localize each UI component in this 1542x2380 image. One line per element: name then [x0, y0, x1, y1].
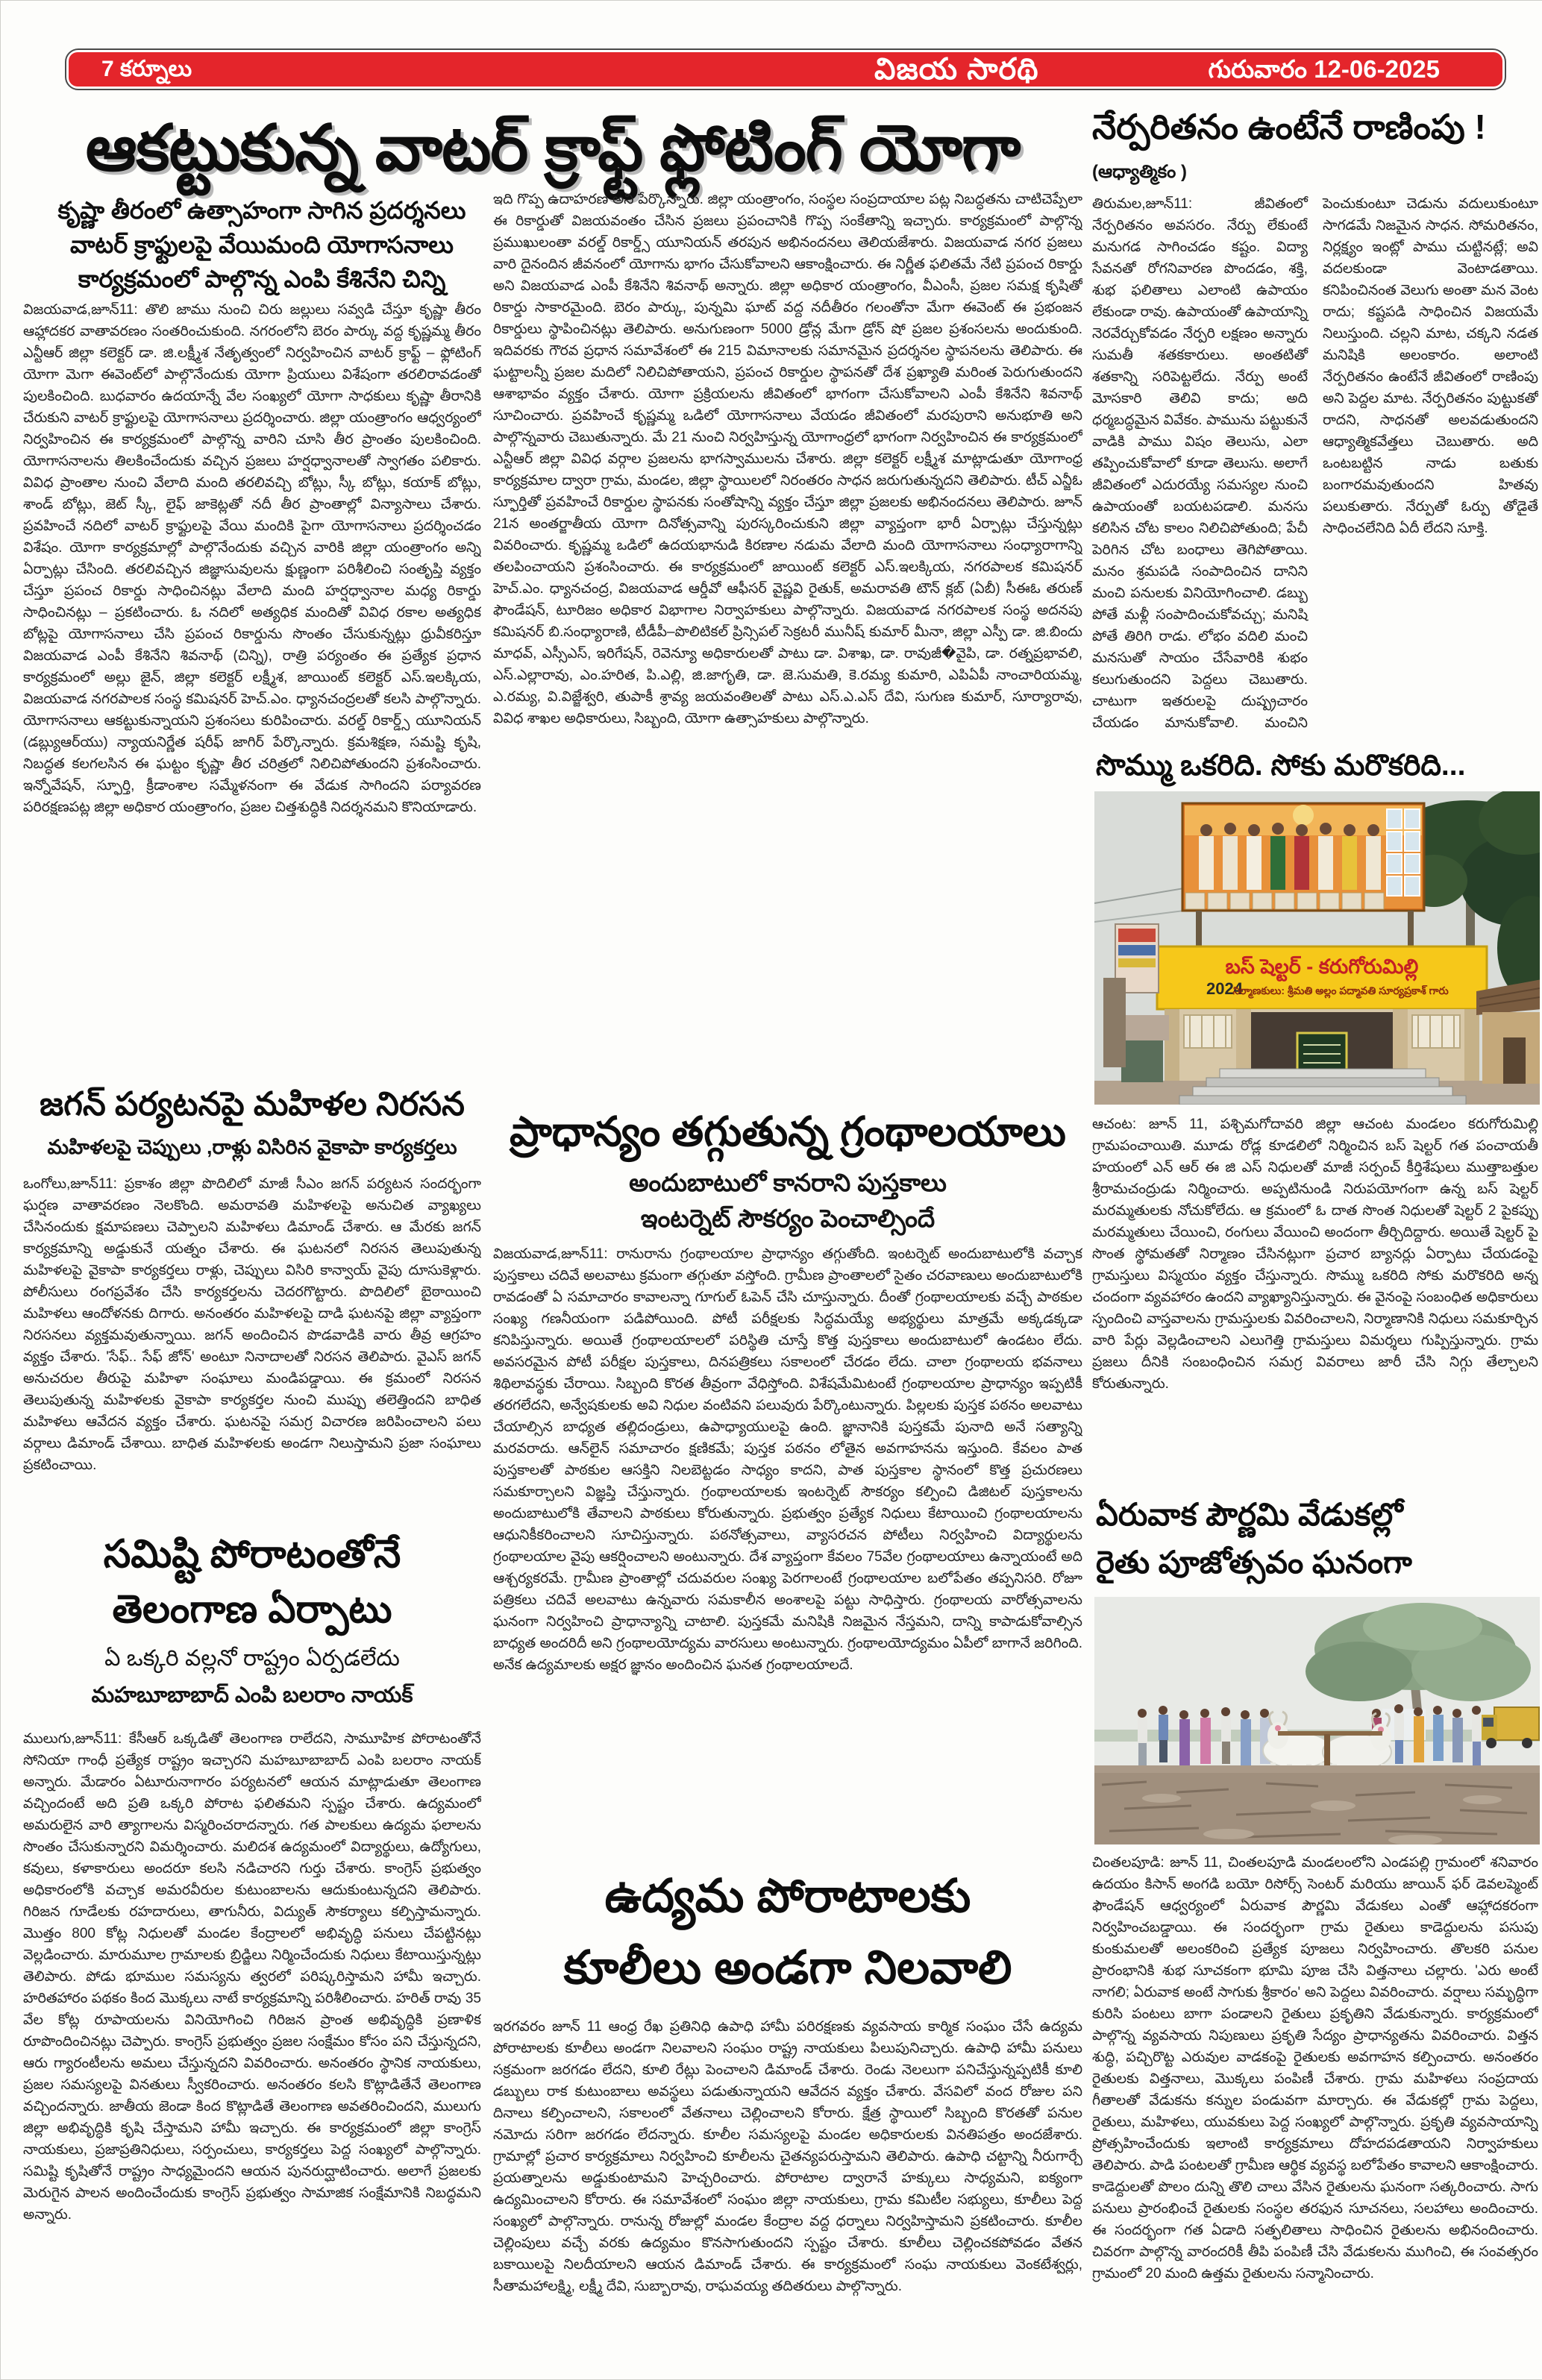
masthead-bar-fill — [69, 52, 1502, 87]
ploughed-field — [1094, 1765, 1540, 1844]
main-article-col1: విజయవాడ,జూన్11: తొలి జాము నుంచి చిరు జల్లులు సవ్వడి చేస్తూ కృష్ణా తీరం ఆహ్లాదకర వాతావరణం సంతరించుకుంది. నగరంలోని బెరం పార్కు వద్ద కృష్ణమ్మ తీరం ఎన్టీఆర్ జిల్లా కలెక్టర్ డా. జి.లక్ష్మీశ నేతృత్వంలో నిర్వహించిన వాటర్ క్రాఫ్ట్ – ఫ్లోటింగ్ యోగా మెగా ఈవెంట్‌లో పాల్గొనేందుకు యోగా ప్రియులు విశేషంగా తరలిరావడంతో పులకించింది. బుధవారం ఉదయాన్నే వేల సంఖ్యలో యోగా సాధకులు కృష్ణా తీరానికి చేరుకుని వాటర్ క్రాఫ్టులపై యోగాసనాలు ప్రదర్శించారు. జిల్లా యంత్రాంగం ఆధ్వర్యంలో నిర్వహించిన ఈ కార్యక్రమంలో పాల్గొన్న వారిని చూసి తీర ప్రాంతం పులకించింది. యోగాసనాలను తిలకించేందుకు వచ్చిన ప్రజలు హర్షధ్వానాలతో స్వాగతం పలికారు. వివిధ ప్రాంతాల నుంచి వేలాది మంది తరలివచ్చి బోట్లు, స్కీ బోట్లు, కయాక్ బోట్లు, శాండ్ బోట్లు, జెట్ స్కీ, లైఫ్ జాకెట్లతో నదీ తీర ప్రాంతాల్లో విన్యాసాలు చేశారు. ప్రవహించే నదిలో వాటర్ క్రాఫ్టులపై వేయి మందికి పైగా యోగాసనాలు ప్రదర్శించడం విశేషం. యోగా కార్యక్రమాల్లో పాల్గొనేందుకు వచ్చిన వారికి జిల్లా యంత్రాంగం అన్ని ఏర్పాట్లు చేసింది. తరలివచ్చిన జిజ్ఞాసువులను క్షుణ్ణంగా పరిశీలించి సంతృప్తి వ్యక్తం చేస్తూ ప్రపంచ రికార్డు సాధించినట్లు వేలాది మంది హర్షధ్వానాల మధ్య రికార్డు సాధించినట్లు – ప్రకటించారు. ఓ నదిలో అత్యధిక మందితో వివిధ రకాల అత్యధిక బోట్లపై యోగాసనాలు చేసి ప్రపంచ రికార్డును సొంతం చేసుకున్నట్లు ధ్రువీకరిస్తూ విజయవాడ ఎంపీ కేశినేని శివనాథ్ (చిన్ని), రాత్రి పర్యంతం ఈ ప్రత్యేక ప్రధాన కార్యక్రమంలో అల్లు జైన్, జిల్లా కలెక్టర్ లక్ష్మీశ, జాయింట్ కలెక్టర్ ఎస్.ఇలక్కియ, విజయవాడ నగరపాలక సంస్థ కమిషనర్ హెచ్.ఎం. ధ్యానచంద్రలతో కలసి పాల్గొన్నారు. యోగాసనాలు ఆకట్టుకున్నాయని ప్రశంసలు కురిపించారు. వరల్డ్ రికార్డ్స్ యూనియన్ (డబ్ల్యుఆర్‌యు) న్యాయనిర్ణేత షరీఫ్ జాగిర్ పేర్కొన్నారు. క్రమశిక్షణ, సమష్టి కృషి, నిబద్ధత కలగలసిన ఈ ఘట్టం కృష్ణా తీర చరిత్రలో నిలిచిపోతుందని ప్రశంసించారు. ఇన్నోవేషన్, స్ఫూర్తి, క్రీడాంశాల సమ్మేళనంగా ఈ వేడుక సాగిందని పర్యావరణ పరిరక్షణపట్ల జిల్లా అధికార యంత్రాంగం, ప్రజల చిత్తశుద్ధికి నిదర్శనమని కొనియాడారు. — [23, 302, 481, 815]
eruvaka-headline-line: ఏరువాక పౌర్ణమి వేడుకల్లో — [1096, 1497, 1403, 1532]
jagan-headline: జగన్ పర్యటనపై మహిళల నిరసన — [40, 1086, 465, 1123]
eruvaka-headline — [1096, 1491, 1538, 1586]
library-headline: ప్రాధాన్యం తగ్గుతున్న గ్రంథాలయాలు — [510, 1108, 1066, 1155]
udyama-headline-line: కూలీలు అండగా నిలవాలి — [563, 1942, 1012, 1994]
main-article-col2: ఇది గొప్ప ఉదాహరణ అని పేర్కొన్నారు. జిల్లా యంత్రాంగం, సంస్థల సంప్రదాయాల పట్ల నిబద్ధతను చాటిచెప్పేలా ఈ రికార్డుతో విజయవంతం చేసిన ప్రజలు ప్రపంచానికి గొప్ప సంకేతాన్ని ఇచ్చారు. కార్యక్రమంలో పాల్గొన్న ప్రముఖులంతా వరల్డ్ రికార్డ్స్ యూనియన్ తరపున అభినందనలు తెలియజేశారు. విజయవాడ నగర ప్రజలు వారి దైనందిన జీవనంలో యోగాను భాగం చేసుకోవాలని ఆకాంక్షించారు. ఈ నిర్ణీత ఫలితమే నేటి ప్రపంచ రికార్డు అని విజయవాడ ఎంపీ కేశినేని శివనాథ్ అన్నారు. జిల్లా అధికార యంత్రాంగం, వీఎంసీ, ప్రజల సమక్ష కృషితో రికార్డు సాకారమైంది. బెరం పార్కు, పున్నమి ఘాట్ వద్ద నదీతీరం గలంతోనా మేగా ఈవెంట్ ఈ ప్రభంజన రికార్డులు స్థాపించినట్లు తెలిపారు. అనుగుణంగా 5000 డ్రోన్ల మేగా డ్రోన్ షో ప్రజల ప్రశంసలను అందుకుంది. ఇదివరకు గౌరవ ప్రధాన సమావేశంలో ఈ 215 విమానాలకు సమానమైన ప్రదర్శనల స్థాపనలను తెలిపారు. ఈ ఘట్టాలన్నీ ప్రజల మదిలో నిలిచిపోతాయని, ప్రపంచ రికార్డుల స్థాపనతో దేశ ప్రఖ్యాతి మరింత పెరుగుతుందని ఆశాభావం వ్యక్తం చేశారు. యోగా ప్రక్రియలను జీవితంలో భాగంగా చేసుకోవాలని ఎంపీ కేశినేని శివనాథ్ సూచించారు. ప్రవహించే కృష్ణమ్మ ఒడిలో యోగాసనాలు వేయడం జీవితంలో మరపురాని అనుభూతి అని పాల్గొన్నవారు చెబుతున్నారు. మే 21 నుంచి నిర్వహిస్తున్న యోగాంధ్రలో భాగంగా నిర్వహించిన ఈ కార్యక్రమంలో ఎన్టీఆర్ జిల్లా వివిధ వర్గాల ప్రజలను భాగస్వాములను చేశారు. జిల్లా కలెక్టర్ లక్ష్మీశ మాట్లాడుతూ యోగాంధ్ర కార్యక్రమాల ద్వారా గ్రామ, మండల, జిల్లా స్థాయిలలో నిరంతరం సాధన జరుగుతున్నదని తెలిపారు. టీచ్ ఎన్జీఓ స్ఫూర్తితో ప్రవహించే రికార్డుల స్థాపనకు సంతోషాన్ని వ్యక్తం చేస్తూ జిల్లా ప్రజలకు అభినందనలు తెలిపారు. జూన్ 21న అంతర్జాతీయ యోగా దినోత్సవాన్ని పురస్కరించుకుని జిల్లా వ్యాప్తంగా భారీ ఏర్పాట్లు చేస్తున్నట్లు వివరించారు. కృష్ణమ్మ ఒడిలో ఉదయభానుడి కిరణాల నడుమ వేలాది మంది యోగాసనాలు సంధ్యారాగాన్ని తలపించాయని ప్రశంసించారు. ఈ కార్యక్రమంలో జాయింట్ కలెక్టర్ ఎస్.ఇలక్కియ, నగరపాలక కమిషనర్ హెచ్.ఎం. ధ్యానచంద్ర, విజయవాడ ఆర్డీవో ఆఫీసర్ వైష్ణవి రైతుక్, అమరావతి టౌన్ క్లబ్ (ఏబీ) సీఈఓ తరుణ్ ఫౌండేషన్, టూరిజం అధికార విభాగాల నిర్వాహకులు పాల్గొన్నారు. విజయవాడ నగరపాలక సంస్థ అదనపు కమిషనర్ బి.సంధ్యారాణి, టీడీపీ–పొలిటికల్ ప్రిన్సిపల్ సెక్రటరీ మునీష్ కుమార్ మీనా, జిల్లా ఎస్పీ డా. జి.బిందు మాధవ్, ఎస్సీఎస్, ఇరిగేషన్, రెవెన్యూ అధికారులతో పాటు డా. విశాఖ, డా. రావుజీ�వైపి, డా. రత్నప్రభావలి, ఎస్.ఎల్లారావు, ఎం.హరిత, పి.ఎల్లి, జి.జాగృతి, డా. జె.సుమతి, కె.రమ్య కుమారి, ఎపిఏపీ నాంచారియమ్మ, ఎ.రమ్య, వి.విజ్జేశ్వరి, తుపాకీ శ్రావ్య జయవంతిలతో పాటు ఎస్.ఎ.ఎస్ దేవి, సుగుణ కుమార్, సూర్యారావు, వివిధ శాఖల అధికారులు, సిబ్బంది, యోగా ఉత్సాహకులు పాల్గొన్నారు. — [493, 192, 1082, 726]
sommu-body: ఆచంట: జూన్ 11, పశ్చిమగోదావరి జిల్లా ఆచంట మండలం కరుగోరుమిల్లి గ్రామపంచాయితి. మూడు రోడ్ల కూడలిలో నిర్మించిన బస్ షెల్టర్ గత పంచాయతీ హయంలో ఎన్ ఆర్ ఈ జి ఎస్ నిధులతో మాజీ సర్పంచ్ కీర్తిశేషులు ముత్తాబత్తుల శ్రీరామచంద్రుడు నిర్మించారు. అప్పటినుండి నిరుపయోగంగా ఉన్న బస్ షెల్టర్ మరమ్మతులకు నోచుకోలేదు. ఆ క్రమంలో ఓ దాత సొంత నిధులతో షెల్టర్ 2 పైకప్పు మరమ్మతులు చేయించి, రంగులు వేయించి అందంగా తీర్చిదిద్దారు. అయితే షెల్టర్ పై సొంత స్థోమతతో నిర్మాణం చేసినట్లుగా ప్రచార బ్యానర్లు ఏర్పాటు చేయడంపై గ్రామస్తులు విస్మయం వ్యక్తం చేస్తున్నారు. సొమ్ము ఒకరిది సోకు మరొకరిది అన్న చందంగా వ్యవహారం ఉందని వ్యాఖ్యానిస్తున్నారు. ఈ వైనంపై సంబంధిత అధికారులు స్పందించి వాస్తవాలను గ్రామస్తులకు వివరించాలని, నిర్మాణానికి నిధులు సమకూర్చిన వారి పేర్లు వెల్లడించాలని ఎలుగెత్తి గ్రామస్తులు విమర్శలు గుప్పిస్తున్నారు. గ్రామ ప్రజలు దీనికి సంబంధించిన సమగ్ర వివరాలు జారీ చేసి నిగ్గు తేల్చాలని కోరుతున్నారు. — [1092, 1117, 1538, 1392]
udyama-headline-line: ఉద్యమ పోరాటాలకు — [604, 1871, 971, 1922]
telangana-sub2: మహబూబాబాద్ ఎంపి బలరాం నాయక్ — [91, 1683, 413, 1707]
telangana-sub1: ఏ ఒక్కరి వల్లనో రాష్ట్రం ఏర్పడలేదు — [104, 1646, 400, 1671]
bus-shelter-photo — [1094, 791, 1540, 1105]
telangana-body: ములుగు,జూన్11: కేసీఆర్ ఒక్కడితో తెలంగాణ రాలేదని, సామూహిక పోరాటంతోనే సోనియా గాంధీ ప్రత్యేక రాష్ట్రం ఇచ్చారని మహబూబాబాద్ ఎంపి బలరాం నాయక్ అన్నారు. మేడారం ఏటూరునాగారం పర్యటనలో ఆయన మాట్లాడుతూ తెలంగాణ వచ్చిందంటే అది ప్రతి ఒక్కరి పోరాట ఫలితమని స్పష్టం చేశారు. ఉద్యమంలో అమరులైన వారి త్యాగాలను విస్మరించరాదన్నారు. గత పాలకులు ఉద్యమ ఫలాలను సొంతం చేసుకున్నారని విమర్శించారు. మలిదశ ఉద్యమంలో విద్యార్థులు, ఉద్యోగులు, కవులు, కళాకారులు అందరూ కలసి నడిచారని గుర్తు చేశారు. కాంగ్రెస్ ప్రభుత్వం అధికారంలోకి వచ్చాక అమరవీరుల కుటుంబాలను ఆదుకుంటున్నదని తెలిపారు. గిరిజన గూడేలకు రహదారులు, తాగునీరు, విద్యుత్ సౌకర్యాలు కల్పిస్తామన్నారు. మొత్తం 800 కోట్ల నిధులతో మండల కేంద్రాలలో అభివృద్ధి పనులు చేపట్టినట్లు వెల్లడించారు. మారుమూల గ్రామాలకు బ్రిడ్జిలు నిర్మించేందుకు నిధులు కేటాయిస్తున్నట్లు తెలిపారు. పోడు భూముల సమస్యను త్వరలో పరిష్కరిస్తామని హామీ ఇచ్చారు. హరితహారం పథకం కింద మొక్కలు నాటే కార్యక్రమాన్ని పరిశీలించారు. హరిత్ రావు 35 వేల కోట్ల రూపాయలను వినియోగించి గిరిజన ప్రాంత అభివృద్ధికి ప్రణాళిక రూపొందించినట్లు చెప్పారు. కాంగ్రెస్ ప్రభుత్వం ప్రజల సంక్షేమం కోసం పని చేస్తున్నదని, ఆరు గ్యారంటీలను అమలు చేస్తున్నదని వివరించారు. అనంతరం స్థానిక నాయకులు, ప్రజల సమస్యలపై వినతులు స్వీకరించారు. అనంతరం కలసి కొట్లాడితేనే తెలంగాణ వచ్చిందన్నారు. జాతీయ జెండా కింద కొట్లాడితే తెలంగాణ అవతరించిందని, ములుగు జిల్లా అభివృద్ధికి కృషి చేస్తామని హామీ ఇచ్చారు. ఈ కార్యక్రమంలో జిల్లా కాంగ్రెస్ నాయకులు, ప్రజాప్రతినిధులు, సర్పంచులు, కార్యకర్తలు పెద్ద సంఖ్యలో పాల్గొన్నారు. సమిష్టి కృషితోనే రాష్ట్రం సాధ్యమైందని ఆయన పునరుద్ఘాటించారు. అలాగే ప్రజలకు మెరుగైన పాలన అందించేందుకు కాంగ్రెస్ ప్రభుత్వం సామాజిక సంక్షేమానికి నిబద్ధమని అన్నారు. — [23, 1731, 481, 2223]
bus-shelter-photo-art — [1094, 791, 1540, 1105]
sign-line1: బస్ షెల్టర్ - కరుగోరుమిల్లి — [1225, 955, 1419, 978]
spiritual-headline: నేర్పరితనం ఉంటేనే రాణింపు ! — [1092, 107, 1486, 146]
tiled-hut — [1476, 979, 1540, 1084]
main-deck — [40, 193, 484, 296]
masthead-bar — [65, 48, 1506, 90]
farmers-photo-art — [1094, 1597, 1540, 1844]
telangana-headline-line: సమిష్టి పోరాటంతోనే — [103, 1533, 401, 1576]
library-sub2: ఇంటర్నెట్ సౌకర్యం పెంచాల్సిందే — [640, 1205, 935, 1232]
newspaper-title: విజయ సారథి — [874, 53, 1039, 86]
sign-year: 2024 — [1206, 979, 1243, 998]
spiritual-body: తిరుమల,జూన్11: జీవితంలో నేర్పరితనం అవసరం. నేర్పు లేకుంటే మనుగడ సాగించడం కష్టం. విద్యా సేవనతో రోగనివారణ పొందడం, శక్తి, శుభ ఫలితాలు ఎలాంటి ఉపాయం లేకుండా రావు. ఉపాయంతో ఉపాయాన్ని నెరవేర్చుకోవడం నేర్పరి లక్షణం అన్నారు సుమతీ శతకకారులు. అంతటితో శతకాన్ని సరిపెట్టలేదు. నేర్పు అంటే మోసకారి తెలివి కాదు; అది ధర్మబద్ధమైన వివేకం. పామును పట్టుకునే వాడికి పాము విషం తెలుసు, ఎలా తప్పించుకోవాలో కూడా తెలుసు. అలాగే జీవితంలో ఎదురయ్యే సమస్యల నుంచి ఉపాయంతో బయటపడాలి. మనసు కలిసిన చోట కాలం నిలిచిపోతుంది; పేచీ పెరిగిన చోట బంధాలు తెగిపోతాయి. మనం శ్రమపడి సంపాదించిన దానిని మంచి పనులకు వినియోగించాలి. డబ్బు పోతే మళ్లీ సంపాదించుకోవచ్చు; మనిషి పోతే తిరిగి రాడు. లోభం వదిలి మంచి మనసుతో సాయం చేసేవారికి శుభం కలుగుతుందని పెద్దలు చెబుతారు. చాటుగా ఇతరులపై దుష్ప్రచారం చేయడం మానుకోవాలి. మంచిని పెంచుకుంటూ చెడును వదులుకుంటూ సాగడమే నిజమైన సాధన. సోమరితనం, నిర్లక్ష్యం ఇంట్లో పాము చుట్టినట్లే; అవి వదలకుండా వెంటాడతాయి. కనిపించినంత వెలుగు అంతా మన వెంట రాదు; కష్టపడి సాధించిన విజయమే నిలుస్తుంది. చల్లని మాట, చక్కని నడత మనిషికి అలంకారం. అలాంటి నేర్పరితనం ఉంటేనే జీవితంలో రాణింపు అని పెద్దల మాట. నేర్పరితనం పుట్టుకతో రాదని, సాధనతో అలవడుతుందని ఆధ్యాత్మికవేత్తలు చెబుతారు. అది ఒంటబట్టిన నాడు బతుకు బంగారమవుతుందని హితవు పలుకుతారు. నేర్పుతో ఓర్పు తోడైతే సాధించలేనిది ఏదీ లేదని సూక్తి. — [1092, 196, 1538, 731]
bus-shelter-signboard — [1157, 946, 1487, 1009]
edition-date: గురువారం 12-06-2025 — [1208, 55, 1440, 83]
sommu-headline: సొమ్ము ఒకరిది. సోకు మరొకరిది... — [1096, 750, 1466, 782]
telangana-headline-line: తెలంగాణ ఏర్పాటు — [112, 1588, 392, 1631]
telangana-headline — [23, 1527, 481, 1637]
deck-line: వాటర్ క్రాఫ్టులపై వేయిమంది యోగాసనాలు — [70, 231, 454, 258]
jagan-subheadline: మహిళలపై చెప్పులు ,రాళ్లు విసిరిన వైకాపా కార్యకర్తలు — [47, 1136, 457, 1158]
sign-line2: నిర్మాణకులు: శ్రీమతి అల్లం పద్మావతి సూర్యప్రకాశ్ గారు — [1232, 985, 1449, 996]
main-headline: ఆకట్టుకున్న వాటర్ క్రాఫ్ట్ ఫ్లోటింగ్ యోగా — [85, 113, 1021, 184]
deck-line: కృష్ణా తీరంలో ఉత్సాహంగా సాగిన ప్రదర్శనలు — [57, 197, 466, 224]
eruvaka-body: చింతలపూడి: జూన్ 11, చింతలపూడి మండలంలోని ఎండపల్లి గ్రామంలో శనివారం ఉదయం కిసాన్ అంగడి బయో రిసోర్స్ సెంటర్ మరియు జాయిన్ ఫర్ డెవలప్మెంట్ ఫౌండేషన్ ఆధ్వర్యంలో ఏరువాక పౌర్ణమి వేడుకలు ఎంతో ఆహ్లాదకరంగా నిర్వహించబడ్డాయి. ఈ సందర్భంగా గ్రామ రైతులు కాడెద్దులను పసుపు కుంకుమలతో అలంకరించి ప్రత్యేక పూజలు నిర్వహించారు. తొలకరి పనుల ప్రారంభానికి శుభ సూచకంగా భూమి పూజ చేసి విత్తనాలు చల్లారు. 'ఎరు అంటే నాగలి; ఏరువాక అంటే సాగుకు శ్రీకారం' అని పెద్దలు వివరించారు. వర్షాలు సమృద్ధిగా కురిసి పంటలు బాగా పండాలని రైతులు ప్రకృతిని వేడుకున్నారు. కార్యక్రమంలో పాల్గొన్న వ్యవసాయ నిపుణులు ప్రకృతి సేద్యం ప్రాధాన్యతను వివరించారు. విత్తన శుద్ధి, పచ్చిరొట్ట ఎరువుల వాడకంపై రైతులకు అవగాహన కల్పించారు. అనంతరం రైతులకు విత్తనాలు, మొక్కలు పంపిణీ చేశారు. గ్రామ మహిళలు సంప్రదాయ గీతాలతో వేడుకను కన్నుల పండువగా మార్చారు. ఈ వేడుకల్లో గ్రామ పెద్దలు, రైతులు, మహిళలు, యువకులు పెద్ద సంఖ్యలో పాల్గొన్నారు. ప్రకృతి వ్యవసాయాన్ని ప్రోత్సహించేందుకు ఇలాంటి కార్యక్రమాలు దోహదపడతాయని నిర్వాహకులు తెలిపారు. పాడి పంటలతో గ్రామీణ ఆర్థిక వ్యవస్థ బలోపేతం కావాలని ఆకాంక్షించారు. కాడెద్దులతో పొలం దున్ని తొలి చాలు వేసిన రైతులను ఘనంగా సత్కరించారు. సాగు పనులు ప్రారంభించే రైతులకు సంస్థల తరఫున సూచనలు, సలహాలు అందించారు. ఈ సందర్భంగా గత ఏడాది సత్ఫలితాలు సాధించిన రైతులను అభినందించారు. చివరగా పాల్గొన్న వారందరికీ తీపి పంపిణీ చేసి వేడుకలను ముగించి, ఈ సంవత్సరం గ్రామంలో 20 మంది ఉత్తమ రైతులను సన్మానించారు. — [1092, 1855, 1538, 2282]
deck-line: కార్యక్రమంలో పాల్గొన్న ఎంపి కేశినేని చిన్ని — [78, 266, 446, 292]
page-number-label: 7 కర్నూలు — [101, 57, 192, 81]
library-sub1: అందుబాటులో కానరాని పుస్తకాలు — [629, 1169, 947, 1196]
farmers-photo — [1094, 1597, 1540, 1844]
udyama-body: ఇరగవరం జూన్ 11 ఆంధ్ర రేఖ ప్రతినిధి ఉపాధి హామీ పరిరక్షణకు వ్యవసాయ కార్మిక సంఘం చేసే ఉద్యమ పోరాటాలకు కూలీలు అండగా నిలవాలని సంఘం రాష్ట్ర నాయకులు పిలుపునిచ్చారు. ఉపాధి హామీ పనులు సక్రమంగా జరగడం లేదని, కూలి రేట్లు పెంచాలని డిమాండ్ చేశారు. రెండు నెలలుగా పనిచేస్తున్నప్పటికీ కూలి డబ్బులు రాక కుటుంబాలు అవస్థలు పడుతున్నాయని ఆవేదన వ్యక్తం చేశారు. వేసవిలో వంద రోజుల పని దినాలు కల్పించాలని, సకాలంలో వేతనాలు చెల్లించాలని కోరారు. క్షేత్ర స్థాయిలో సిబ్బంది కొరతతో పనుల నమోదు సరిగా జరగడం లేదన్నారు. కూలీల సమస్యలపై మండల అధికారులకు వినతిపత్రం అందజేశారు. గ్రామాల్లో ప్రచార కార్యక్రమాలు నిర్వహించి కూలీలను చైతన్యపరుస్తామని తెలిపారు. ఉపాధి చట్టాన్ని నీరుగార్చే ప్రయత్నాలను అడ్డుకుంటామని హెచ్చరించారు. పోరాటాల ద్వారానే హక్కులు సాధ్యమని, ఐక్యంగా ఉద్యమించాలని కోరారు. ఈ సమావేశంలో సంఘం జిల్లా నాయకులు, గ్రామ కమిటీల సభ్యులు, కూలీలు పెద్ద సంఖ్యలో పాల్గొన్నారు. రానున్న రోజుల్లో మండల కేంద్రాల వద్ద ధర్నాలు నిర్వహిస్తామని ప్రకటించారు. కూలీల చెల్లింపులు వచ్చే వరకు ఉద్యమం కొనసాగుతుందని స్పష్టం చేశారు. కూలీలు చెల్లించకపోవడం వేతన బకాయిలపై నిలదీయాలని ఆయన డిమాండ్ చేశారు. ఈ కార్యక్రమంలో సంఘ నాయకులు వెంకటేశ్వర్లు, సీతామహాలక్ష్మి, లక్ష్మీ దేవి, సుబ్బారావు, రాఘవయ్య తదితరులు పాల్గొన్నారు. — [493, 2019, 1082, 2294]
udyama-headline — [493, 1861, 1082, 2004]
spiritual-byline: (ఆధ్యాత్మికం ) — [1092, 162, 1187, 182]
library-body: విజయవాడ,జూన్11: రానురాను గ్రంథాలయాల ప్రాధాన్యం తగ్గుతోంది. ఇంటర్నెట్ అందుబాటులోకి వచ్చాక పుస్తకాలు చదివే అలవాటు క్రమంగా తగ్గుతూ వస్తోంది. గ్రామీణ ప్రాంతాలలో సైతం చరవాణులు అందుబాటులోకి రావడంతో ఏ సమాచారం కావాలన్నా గూగుల్ ఓపెన్ చేసి చూస్తున్నారు. దీంతో గ్రంథాలయాలకు వచ్చే పాఠకుల సంఖ్య గణనీయంగా పడిపోయింది. పోటీ పరీక్షలకు సిద్ధమయ్యే అభ్యర్థులు మాత్రమే అక్కడక్కడా కనిపిస్తున్నారు. అయితే గ్రంథాలయాలలో పరిస్థితి చూస్తే కొత్త పుస్తకాలు అందుబాటులో ఉండటం లేదు. అవసరమైన పోటీ పరీక్షల పుస్తకాలు, దినపత్రికలు సకాలంలో చేరడం లేదు. చాలా గ్రంథాలయ భవనాలు శిథిలావస్థకు చేరాయి. సిబ్బంది కొరత తీవ్రంగా వేధిస్తోంది. విశేషమేమిటంటే గ్రంథాలయాల ప్రాధాన్యం ఇప్పటికీ తరగలేదని, అన్వేషకులకు అవి నిధుల వంటివని పలువురు పేర్కొంటున్నారు. పిల్లలకు పుస్తక పఠనం అలవాటు చేయాల్సిన బాధ్యత తల్లిదండ్రులు, ఉపాధ్యాయులపై ఉంది. జ్ఞానానికి పుస్తకమే పునాది అనే సత్యాన్ని మరవరాదు. ఆన్‌లైన్ సమాచారం క్షణికమే; పుస్తక పఠనం లోతైన అవగాహనను ఇస్తుంది. కేవలం పాత పుస్తకాలతో పాఠకుల ఆసక్తిని నిలబెట్టడం సాధ్యం కాదని, పాత పుస్తకాల స్థానంలో కొత్త ప్రచురణలు సమకూర్చాలని విజ్ఞప్తి చేస్తున్నారు. గ్రంథాలయాలకు ఇంటర్నెట్ సౌకర్యం కల్పించి డిజిటల్ పుస్తకాలను అందుబాటులోకి తేవాలని పాఠకులు కోరుతున్నారు. ప్రభుత్వం ప్రత్యేక నిధులు కేటాయించి గ్రంథాలయాలను ఆధునికీకరించాలని సూచిస్తున్నారు. పఠనోత్సవాలు, వ్యాసరచన పోటీలు నిర్వహించి విద్యార్థులను గ్రంథాలయాల వైపు ఆకర్షించాలని అంటున్నారు. దేశ వ్యాప్తంగా కేవలం 75వేల గ్రంథాలయాలు ఉన్నాయంటే అది ఆశ్చర్యకరమే. గ్రామీణ ప్రాంతాల్లో చదువరుల సంఖ్య పెరగాలంటే గ్రంథాలయాల బలోపేతం తప్పనిసరి. రోజూ పత్రికలు చదివే అలవాటు ఉన్నవారు సమకాలీన అంశాలపై పట్టు సాధిస్తారు. గ్రంథాలయ వారోత్సవాలను ఘనంగా నిర్వహించి ప్రాధాన్యాన్ని చాటాలి. పుస్తకమే మనిషికి నిజమైన నేస్తమని, దాన్ని కాపాడుకోవాల్సిన బాధ్యత అందరిదీ అని గ్రంథాలయోద్యమ వారసులు అంటున్నారు. గ్రంథాలయోద్యమం ఏపీలో బాగానే జరిగింది. అనేక ఉద్యమాలకు అక్షర జ్ఞానం అందించిన ఘనత గ్రంథాలయాలదే. — [493, 1246, 1082, 1673]
jagan-body: ఒంగోలు,జూన్11: ప్రకాశం జిల్లా పొదిలిలో మాజీ సీఎం జగన్ పర్యటన సందర్భంగా ఘర్షణ వాతావరణం నెలకొంది. అమరావతి మహిళలపై అనుచిత వ్యాఖ్యలు చేసినందుకు క్షమాపణలు చెప్పాలని మహిళలు డిమాండ్ చేశారు. ఆ మేరకు జగన్ కార్యక్రమాన్ని అడ్డుకునే యత్నం చేశారు. ఈ ఘటనలో నిరసన తెలుపుతున్న మహిళలపై వైకాపా కార్యకర్తలు రాళ్లు, చెప్పులు విసిరి కాన్వాయ్ వైపు దూసుకెళ్లారు. పోలీసులు రంగప్రవేశం చేసి కార్యకర్తలను చెదరగొట్టారు. పొదిలిలో బైఠాయించి మహిళలు ఆందోళనకు దిగారు. అనంతరం మహిళలపై దాడి ఘటనపై జిల్లా వ్యాప్తంగా నిరసనలు వ్యక్తమవుతున్నాయి. జగన్ అందించిన పొడవాడికి వారు తీవ్ర ఆగ్రహం వ్యక్తం చేశారు. 'సేఫ్.. సేఫ్ జోన్' అంటూ నినాదాలతో నిరసన తెలిపారు. వైఎస్ జగన్ అనుచరుల తీరుపై మహిళా సంఘాలు మండిపడ్డాయి. ఈ క్రమంలో నిరసన తెలుపుతున్న మహిళలకు వైకాపా కార్యకర్తల నుంచి ముప్పు తలెత్తిందని బాధిత మహిళలు ఆవేదన వ్యక్తం చేశారు. ఘటనపై సమగ్ర విచారణ జరిపించాలని పలు వర్గాలు డిమాండ్ చేశాయి. బాధిత మహిళలకు అండగా నిలుస్తామని ప్రజా సంఘాలు ప్రకటించాయి. — [23, 1176, 481, 1473]
eruvaka-headline-line: రైతు పూజోత్సవం ఘనంగా — [1096, 1545, 1412, 1580]
shelter-steps — [1179, 1069, 1466, 1105]
